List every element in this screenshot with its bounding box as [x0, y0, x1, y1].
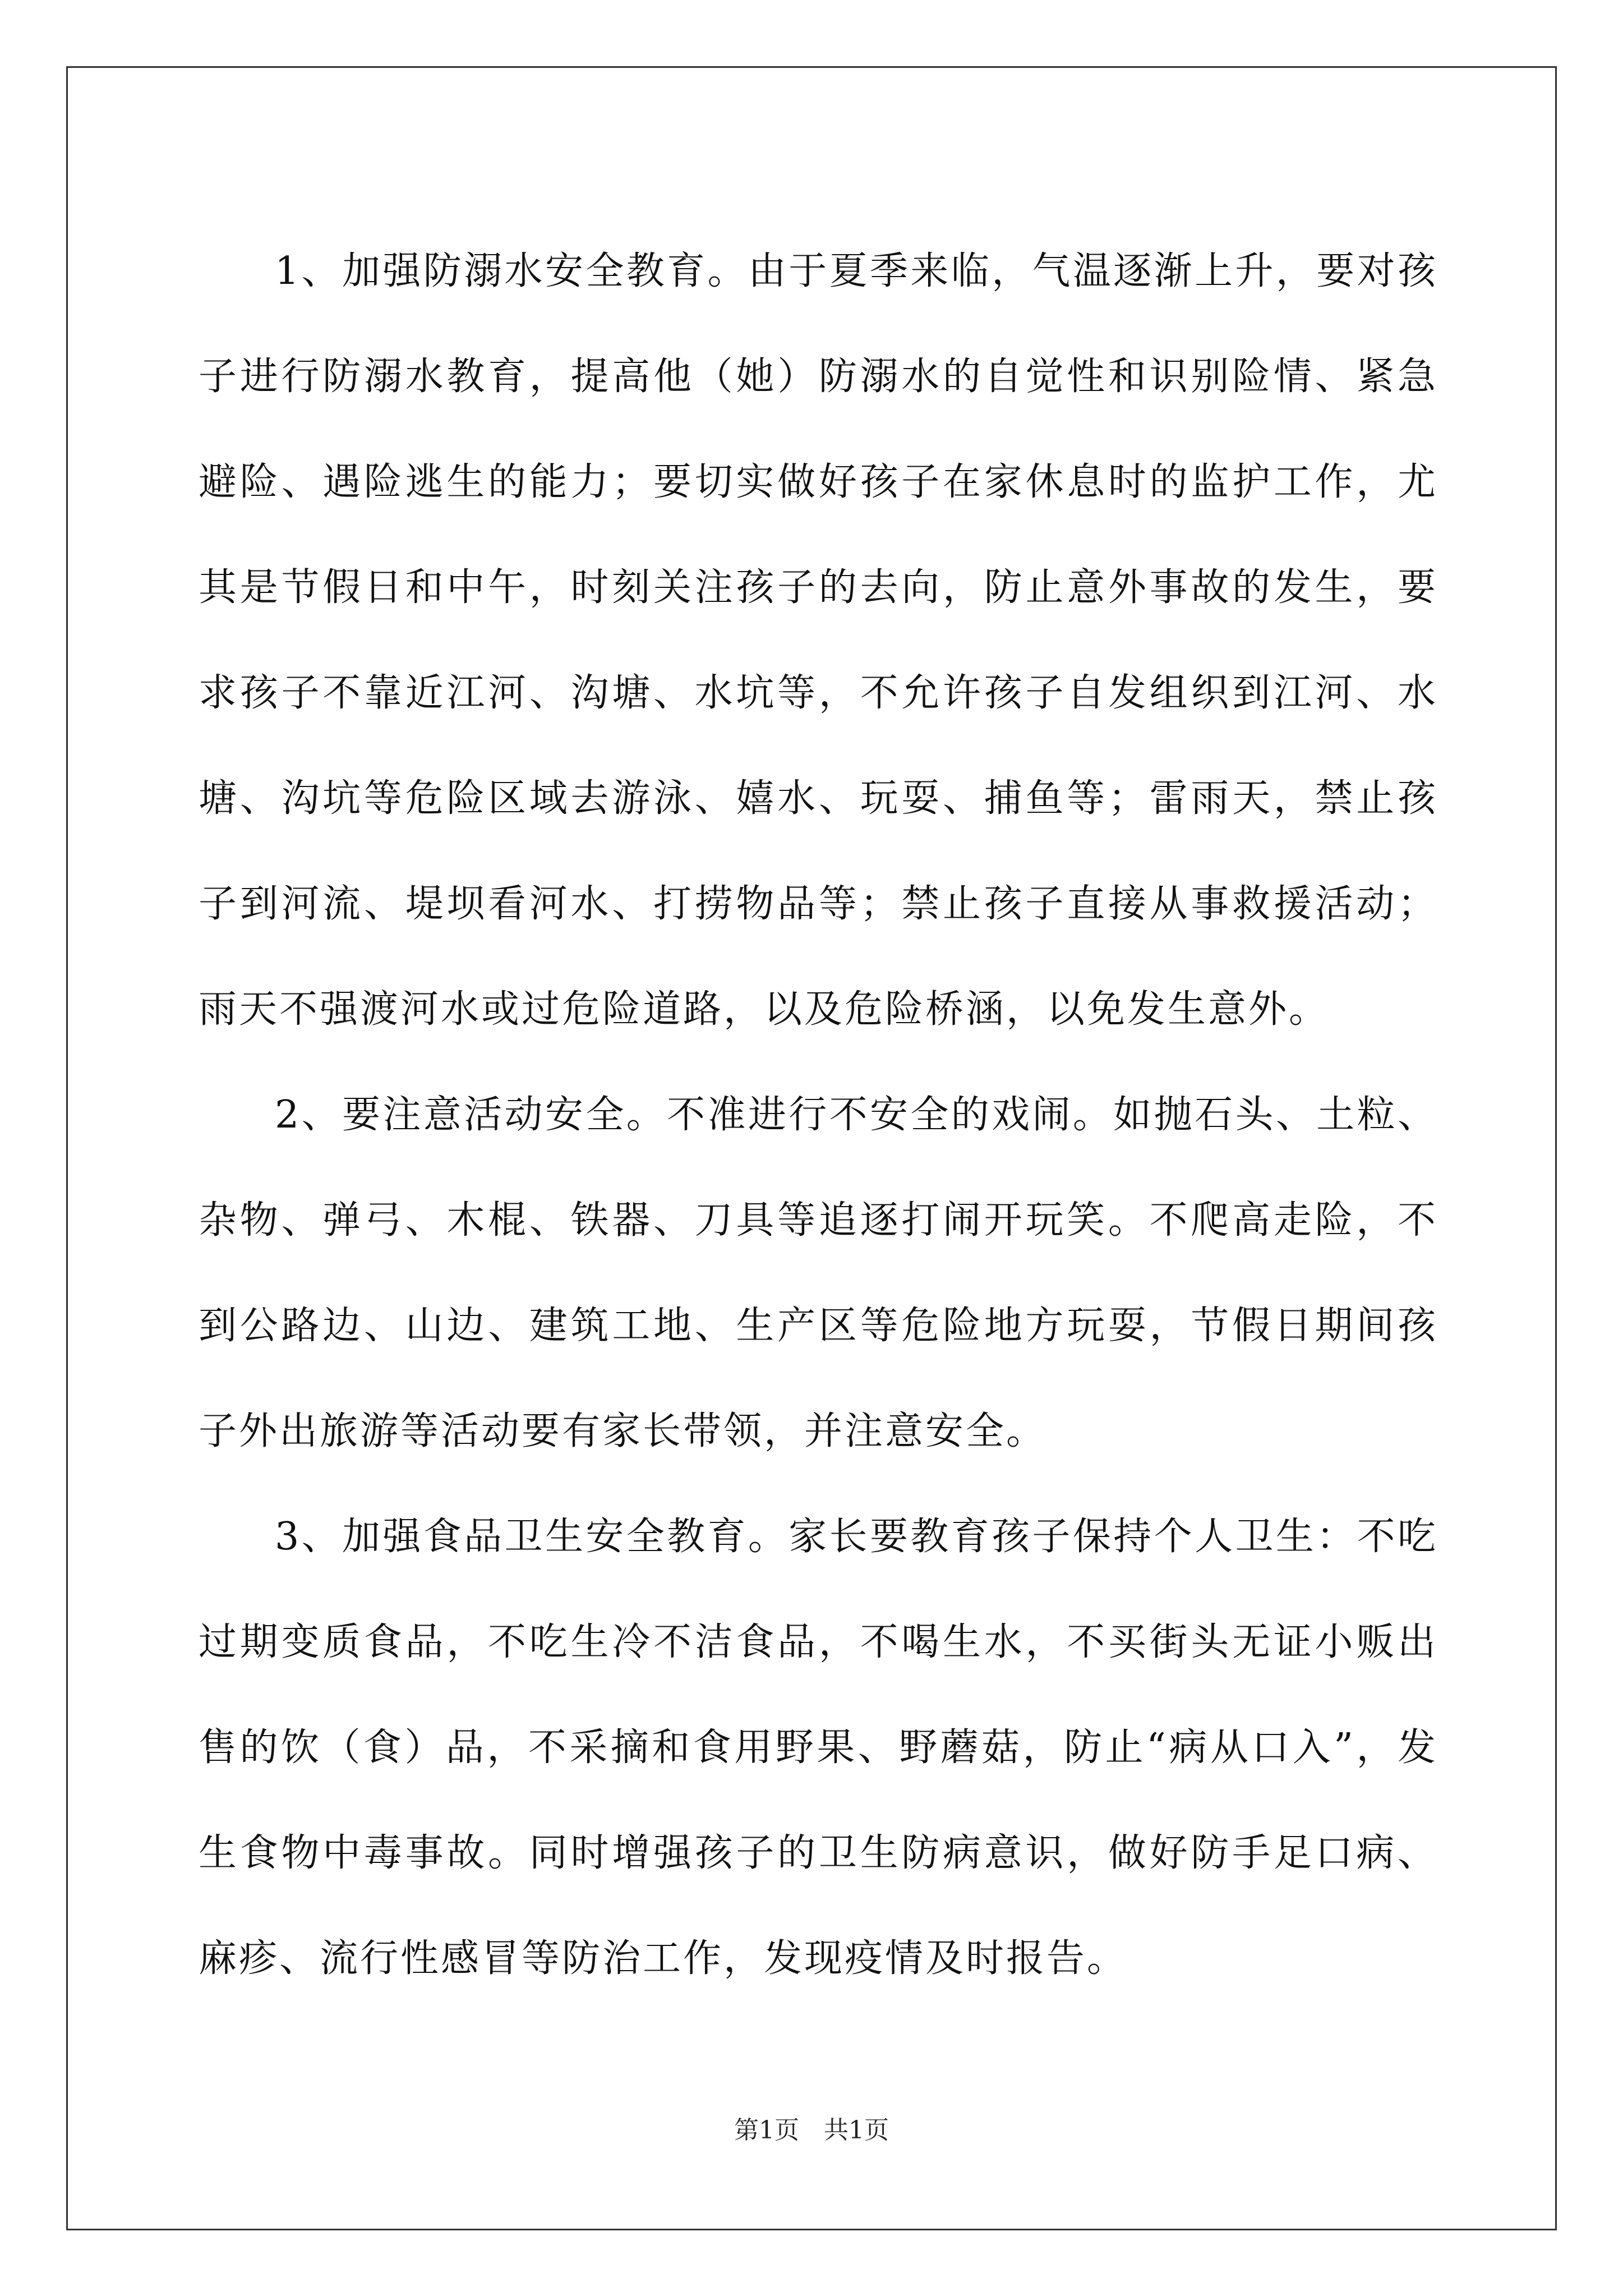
paragraph-3: 3、加强食品卫生安全教育。家长要教育孩子保持个人卫生：不吃过期变质食品，不吃生冷不洁食品，不喝生水，不买街头无证小贩出售的饮（食）品，不采摘和食用野果、野蘑菇，防止“病从口入”，发生食物中毒事故。同时增强孩子的卫生防病意识，做好防手足口病、麻疹、流行性感冒等防治工作，发现疫情及时报告。	[199, 1515, 1438, 1981]
paragraph-2: 2、要注意活动安全。不准进行不安全的戏闹。如抛石头、土粒、杂物、弹弓、木棍、铁器、刀具等追逐打闹开玩笑。不爬高走险，不到公路边、山边、建筑工地、生产区等危险地方玩耍，节假日期间孩子外出旅游等活动要有家长带领，并注意安全。	[199, 1093, 1438, 1453]
document-body	[199, 219, 1438, 2012]
page-number-footer: 第1页 共1页	[734, 2116, 889, 2145]
paragraph-1: 1、加强防溺水安全教育。由于夏季来临，气温逐渐上升，要对孩子进行防溺水教育，提高他（她）防溺水的自觉性和识别险情、紧急避险、遇险逃生的能力；要切实做好孩子在家休息时的监护工作，尤其是节假日和中午，时刻关注孩子的去向，防止意外事故的发生，要求孩子不靠近江河、沟塘、水坑等，不允许孩子自发组织到江河、水塘、沟坑等危险区域去游泳、嬉水、玩耍、捕鱼等；雷雨天，禁止孩子到河流、堤坝看河水、打捞物品等；禁止孩子直接从事救援活动；雨天不强渡河水或过危险道路，以及危险桥涵，以免发生意外。	[199, 249, 1438, 1032]
